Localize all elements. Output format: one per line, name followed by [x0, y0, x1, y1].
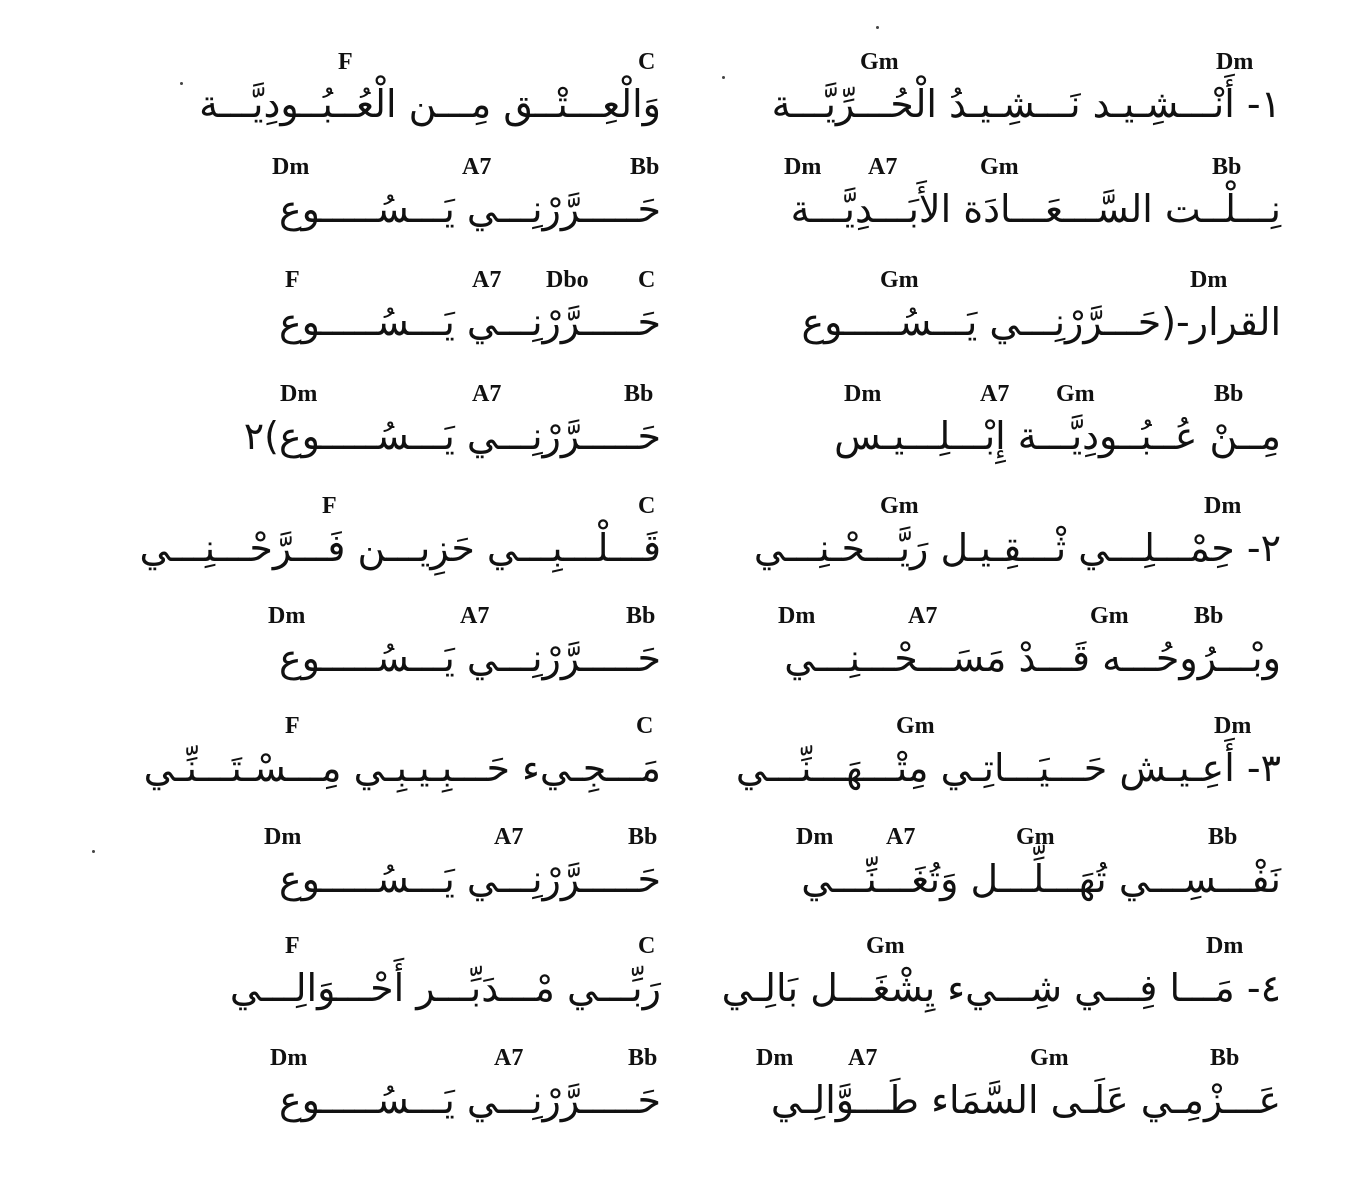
lyric-left-column: حَـــــرَّرْنِـــي يَـــسُـــــوع: [278, 857, 661, 901]
lyric-right-column: وبْـــرُوحُـــه قَـــدْ مَسَـــحْـــنِـــي: [784, 636, 1281, 680]
chord: A7: [886, 824, 916, 850]
chord: A7: [460, 603, 490, 629]
chord: F: [338, 49, 353, 75]
chord: F: [322, 493, 337, 519]
lyric-right-column: ٤- مَـــا فِـــي شِـــيء يِشْغَـــل بَالِـي: [721, 966, 1281, 1010]
scan-speck: [180, 82, 183, 85]
lyric-left-column: قَـــلْـــبِـــي حَزِيـــن فَـــرَّحْـــنِـــي: [139, 526, 661, 570]
lyric-left-column: حَـــــرَّرْنِـــي يَـــسُـــــوع: [278, 636, 661, 680]
chord: Gm: [860, 49, 899, 75]
chord: Gm: [1030, 1045, 1069, 1071]
chord: Bb: [626, 603, 656, 629]
lyric-left-column: حَـــــرَّرْنِـــي يَـــسُـــــوع)٢: [243, 414, 661, 458]
chorus-line-2: [0, 380, 1371, 490]
verse-2-line-2: [0, 602, 1371, 712]
lyric-left-column: مَـــجِـيء حَـــبِـيـبِـي مِـــسْـتَـــنِّـي: [143, 746, 661, 790]
scan-speck: [876, 26, 879, 29]
chord: A7: [494, 1045, 524, 1071]
lyric-left-column: حَـــــرَّرْنِـــي يَـــسُـــــوع: [278, 300, 661, 344]
chord: C: [638, 933, 656, 959]
chord: A7: [980, 381, 1010, 407]
verse-3-line-1: [0, 712, 1371, 822]
verse-4-line-2: [0, 1044, 1371, 1154]
chord: Dm: [778, 603, 816, 629]
chord: Bb: [624, 381, 654, 407]
chord: Dm: [264, 824, 302, 850]
verse-1-line-1: [0, 48, 1371, 158]
chord: Gm: [1056, 381, 1095, 407]
chord: C: [638, 493, 656, 519]
lyric-right-column: مِــنْ عُــبُــودِيَّـــة إِبْـــلِـــيـس: [834, 414, 1281, 458]
chord: A7: [848, 1045, 878, 1071]
lyric-right-column: ٣- أَعِـيـش حَـــيَـــاتِـي مِتْـــهَـــنِّـــي: [735, 746, 1281, 790]
chord: A7: [472, 267, 502, 293]
chord: Bb: [628, 1045, 658, 1071]
chord: Dm: [280, 381, 318, 407]
lyric-right-column: نِـــلْــت السَّـــعَـــادَة الأَبَـــدِيَّـــة: [790, 187, 1281, 231]
lyric-left-column: رَبِّـــي مْـــدَبِّـــر أَحْـــوَالِـــي: [229, 966, 661, 1010]
chord: Dm: [844, 381, 882, 407]
chord: A7: [494, 824, 524, 850]
lyric-right-column: القرار-(حَـــرَّرْنِـــي يَـــسُـــــوع: [801, 300, 1281, 344]
lyric-left-column: حَـــــرَّرْنِـــي يَـــسُـــــوع: [278, 1078, 661, 1122]
chord: Bb: [628, 824, 658, 850]
chord: Bb: [1210, 1045, 1240, 1071]
chord: Gm: [880, 267, 919, 293]
chord: Bb: [1194, 603, 1224, 629]
chord: A7: [472, 381, 502, 407]
chord: Bb: [1212, 154, 1242, 180]
chord: Gm: [896, 713, 935, 739]
chord: Dm: [1214, 713, 1252, 739]
chord: Bb: [630, 154, 660, 180]
scan-speck: [92, 850, 95, 853]
chord: A7: [868, 154, 898, 180]
lyric-left-column: حَـــــرَّرْنِـــي يَـــسُـــــوع: [278, 187, 661, 231]
chord: Gm: [880, 493, 919, 519]
verse-2-line-1: [0, 492, 1371, 602]
lyric-right-column: عَـــزْمِـي عَلَـى السَّمَاء طَـــوَّالِـي: [770, 1078, 1281, 1122]
chord: Dm: [1206, 933, 1244, 959]
chord: Gm: [1016, 824, 1055, 850]
verse-4-line-1: [0, 932, 1371, 1042]
chord: Gm: [1090, 603, 1129, 629]
chord: Bb: [1214, 381, 1244, 407]
scan-speck: [722, 76, 725, 79]
chord: Dm: [268, 603, 306, 629]
lyric-left-column: وَالْعِـــتْــق مِـــن الْعُــبُــودِيَّـــة: [199, 82, 661, 126]
chord: Gm: [866, 933, 905, 959]
lyric-right-column: ١- أَنْـــشِـيـد نَـــشِـيـدُ الْحُـــرِّيَّـــة: [771, 82, 1281, 126]
chord: Dbo: [546, 267, 589, 293]
chord: C: [638, 267, 656, 293]
chord: F: [285, 713, 300, 739]
chord: Dm: [270, 1045, 308, 1071]
chord: Gm: [980, 154, 1019, 180]
chord: F: [285, 267, 300, 293]
chord: Dm: [1190, 267, 1228, 293]
chord: F: [285, 933, 300, 959]
chord: Dm: [1216, 49, 1254, 75]
chord: Dm: [1204, 493, 1242, 519]
chord: A7: [462, 154, 492, 180]
chord: C: [638, 49, 656, 75]
chord: Dm: [756, 1045, 794, 1071]
chord: Dm: [796, 824, 834, 850]
verse-3-line-2: [0, 823, 1371, 933]
verse-1-line-2: [0, 153, 1371, 263]
lyric-right-column: ٢- حِمْـــلِـــي ثْـــقِـيـل رَيَّـــحْـنِـــي: [753, 526, 1281, 570]
chord: C: [636, 713, 654, 739]
chord: Dm: [784, 154, 822, 180]
chord: Bb: [1208, 824, 1238, 850]
chorus-line-1: [0, 266, 1371, 376]
chord: A7: [908, 603, 938, 629]
chord: Dm: [272, 154, 310, 180]
lyric-right-column: نَفْـــسِـــي تُهَـــلِّـــل وَتُغَـــنِّـــي: [801, 857, 1281, 901]
